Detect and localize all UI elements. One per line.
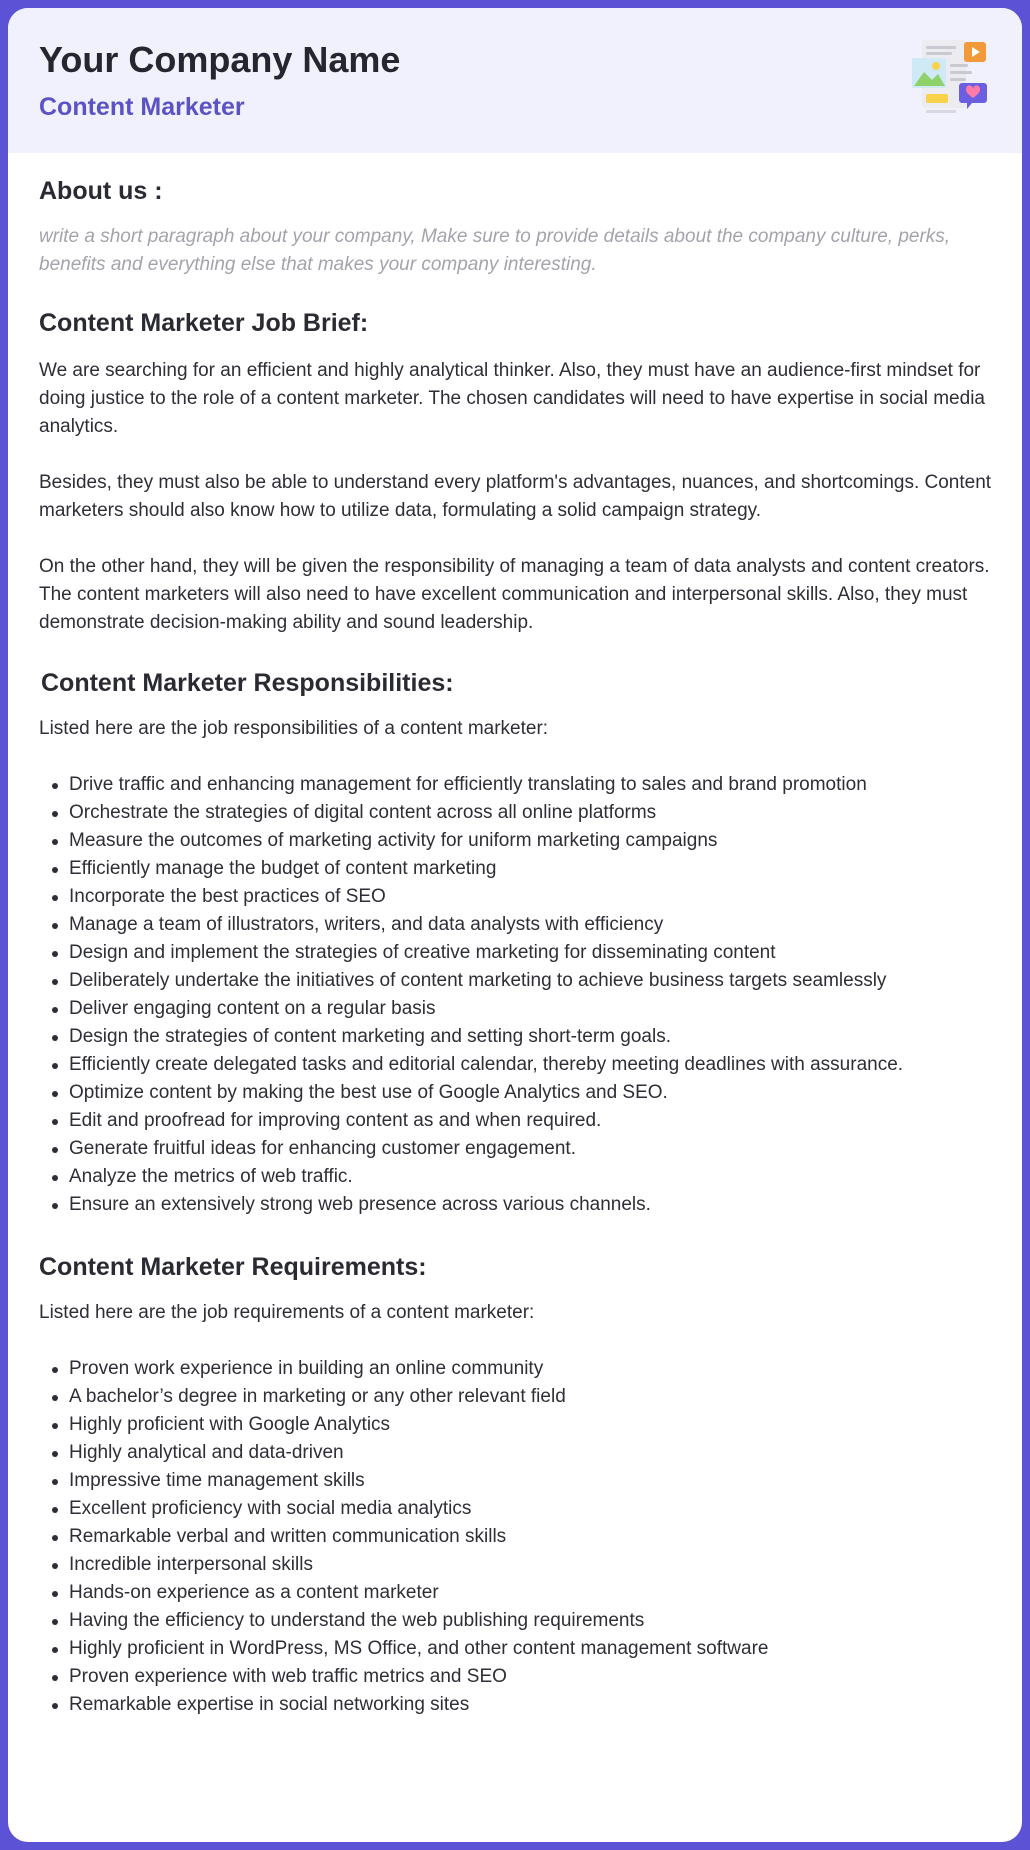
job-brief-paragraph: We are searching for an efficient and highly analytical thinker. Also, they must have an audience-first mindset for doing justice to the role of a content marketer. The chosen candidates will need to have expertise in social media analytics. xyxy=(39,360,985,437)
list-item: Edit and proofread for improving content as and when required. xyxy=(69,1107,992,1135)
list-item: Design and implement the strategies of creative marketing for disseminating content xyxy=(69,939,992,967)
about-heading: About us : xyxy=(39,177,163,205)
requirements-list xyxy=(39,1355,992,1719)
requirements-heading: Content Marketer Requirements: xyxy=(39,1253,427,1281)
job-brief-paragraph: On the other hand, they will be given the responsibility of managing a team of data analysts and content creators. The content marketers will also need to have excellent communication and interpersonal skills. Also, they must demonstrate decision-making ability and sound leadership. xyxy=(39,556,990,633)
job-title: Content Marketer xyxy=(39,93,245,121)
job-brief-paragraph: Besides, they must also be able to understand every platform's advantages, nuances, and shortcomings. Content marketers should also know how to utilize data, formulating a solid campaign strategy. xyxy=(39,472,992,521)
list-item: Incredible interpersonal skills xyxy=(69,1551,992,1579)
list-item: Excellent proficiency with social media analytics xyxy=(69,1495,992,1523)
company-name: Your Company Name xyxy=(39,39,401,80)
list-item: Remarkable expertise in social networking sites xyxy=(69,1691,992,1719)
page-header xyxy=(8,8,1022,153)
job-description-card xyxy=(8,8,1022,1842)
job-brief-heading: Content Marketer Job Brief: xyxy=(39,309,369,337)
list-item: Efficiently manage the budget of content marketing xyxy=(69,855,992,883)
list-item: Having the efficiency to understand the web publishing requirements xyxy=(69,1607,992,1635)
about-text: write a short paragraph about your company, Make sure to provide details about the company culture, perks, benefits and everything else that makes your company interesting. xyxy=(39,226,951,275)
list-item: Proven work experience in building an online community xyxy=(69,1355,992,1383)
responsibilities-list xyxy=(39,771,992,1219)
list-item: Incorporate the best practices of SEO xyxy=(69,883,992,911)
list-item: Deliberately undertake the initiatives of content marketing to achieve business targets seamlessly xyxy=(69,967,992,995)
list-item: Orchestrate the strategies of digital content across all online platforms xyxy=(69,799,992,827)
list-item: Deliver engaging content on a regular basis xyxy=(69,995,992,1023)
job-content xyxy=(8,153,1022,1719)
list-item: Impressive time management skills xyxy=(69,1467,992,1495)
list-item: Generate fruitful ideas for enhancing customer engagement. xyxy=(69,1135,992,1163)
list-item: Proven experience with web traffic metrics and SEO xyxy=(69,1663,992,1691)
list-item: Remarkable verbal and written communication skills xyxy=(69,1523,992,1551)
responsibilities-heading: Content Marketer Responsibilities: xyxy=(41,669,454,697)
list-item: Highly proficient with Google Analytics xyxy=(69,1411,992,1439)
list-item: Optimize content by making the best use of Google Analytics and SEO. xyxy=(69,1079,992,1107)
list-item: Measure the outcomes of marketing activity for uniform marketing campaigns xyxy=(69,827,992,855)
list-item: Design the strategies of content marketing and setting short-term goals. xyxy=(69,1023,992,1051)
list-item: Drive traffic and enhancing management for efficiently translating to sales and brand promotion xyxy=(69,771,992,799)
list-item: Manage a team of illustrators, writers, and data analysts with efficiency xyxy=(69,911,992,939)
requirements-intro: Listed here are the job requirements of a content marketer: xyxy=(39,1302,535,1323)
list-item: Highly analytical and data-driven xyxy=(69,1439,992,1467)
list-item: Highly proficient in WordPress, MS Office, and other content management software xyxy=(69,1635,992,1663)
list-item: Ensure an extensively strong web presence across various channels. xyxy=(69,1191,992,1219)
list-item: Efficiently create delegated tasks and editorial calendar, thereby meeting deadlines with assurance. xyxy=(69,1051,992,1079)
responsibilities-intro: Listed here are the job responsibilities of a content marketer: xyxy=(39,718,549,739)
list-item: A bachelor’s degree in marketing or any other relevant field xyxy=(69,1383,992,1411)
list-item: Analyze the metrics of web traffic. xyxy=(69,1163,992,1191)
content-media-illustration-icon xyxy=(912,38,988,120)
list-item: Hands-on experience as a content marketer xyxy=(69,1579,992,1607)
